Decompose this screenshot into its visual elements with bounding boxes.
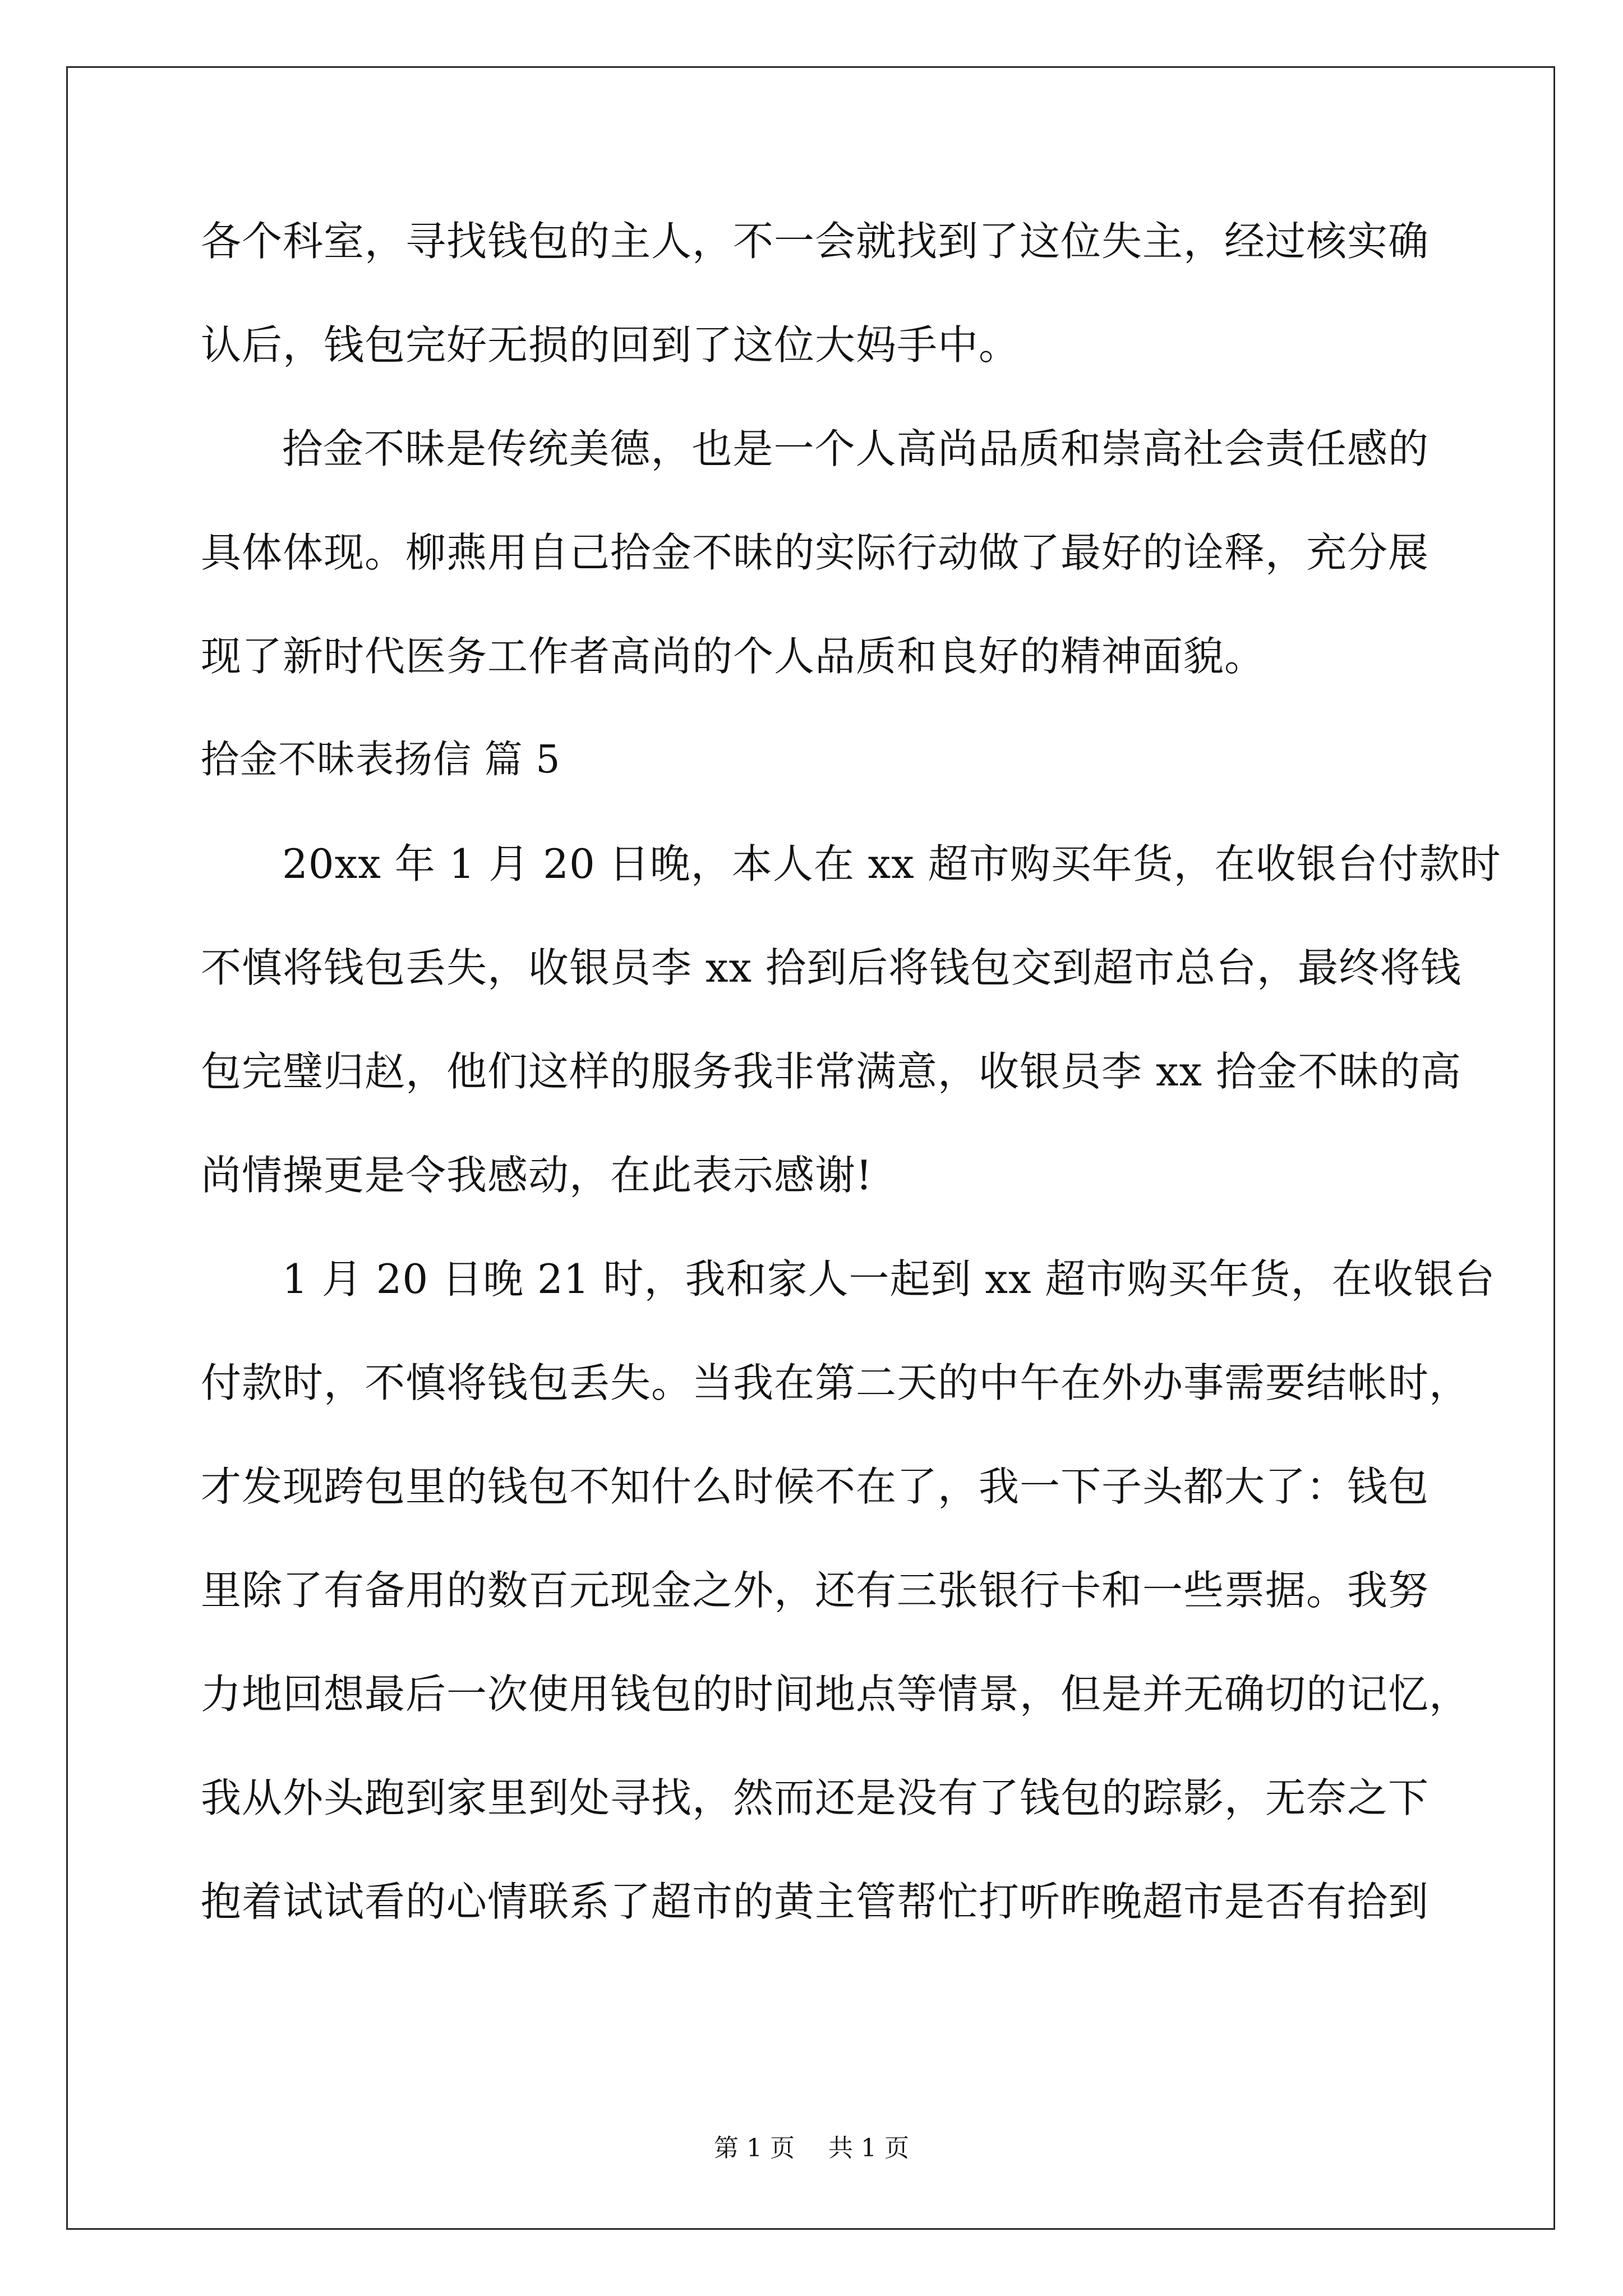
paragraph-3-line-1: 20xx 年 1 月 20 日晚，本人在 xx 超市购买年货，在收银台付款时 [282,840,1501,887]
section-heading: 拾金不昧表扬信 篇 5 [201,738,561,782]
paragraph-1-line-1: 各个科室，寻找钱包的主人，不一会就找到了这位失主，经过核实确 [201,218,1430,265]
paragraph-3-line-2: 不慎将钱包丢失，收银员李 xx 拾到后将钱包交到超市总台，最终将钱 [201,944,1461,991]
paragraph-4-line-2: 付款时，不慎将钱包丢失。当我在第二天的中午在外办事需要结帐时， [201,1359,1470,1406]
paragraph-2-line-3: 现了新时代医务工作者高尚的个人品质和良好的精神面貌。 [201,633,1266,680]
paragraph-4-line-4: 里除了有备用的数百元现金之外，还有三张银行卡和一些票据。我努 [201,1567,1430,1614]
paragraph-2-line-1: 拾金不昧是传统美德，也是一个人高尚品质和崇高社会责任感的 [282,425,1429,472]
paragraph-3-line-3: 包完璧归赵，他们这样的服务我非常满意，收银员李 xx 拾金不昧的高 [201,1048,1461,1095]
page-total: 共 1 页 [828,2134,909,2162]
paragraph-4-line-6: 我从外头跑到家里到处寻找，然而还是没有了钱包的踪影，无奈之下 [201,1774,1430,1821]
document-body [201,213,1501,1977]
page-footer [0,2132,1623,2165]
paragraph-2-line-2: 具体体现。柳燕用自己拾金不昧的实际行动做了最好的诠释，充分展 [201,529,1430,576]
paragraph-4-line-5: 力地回想最后一次使用钱包的时间地点等情景，但是并无确切的记忆， [201,1671,1470,1718]
paragraph-3-line-4: 尚情操更是令我感动，在此表示感谢! [201,1152,873,1199]
paragraph-4-line-1: 1 月 20 日晚 21 时，我和家人一起到 xx 超市购买年货，在收银台 [282,1255,1496,1303]
paragraph-1-line-2: 认后，钱包完好无损的回到了这位大妈手中。 [201,321,1020,369]
paragraph-4-line-7: 抱着试试看的心情联系了超市的黄主管帮忙打听昨晚超市是否有拾到 [201,1878,1430,1925]
paragraph-4-line-3: 才发现跨包里的钱包不知什么时候不在了，我一下子头都大了：钱包 [201,1463,1430,1510]
page-number: 第 1 页 [714,2134,795,2162]
